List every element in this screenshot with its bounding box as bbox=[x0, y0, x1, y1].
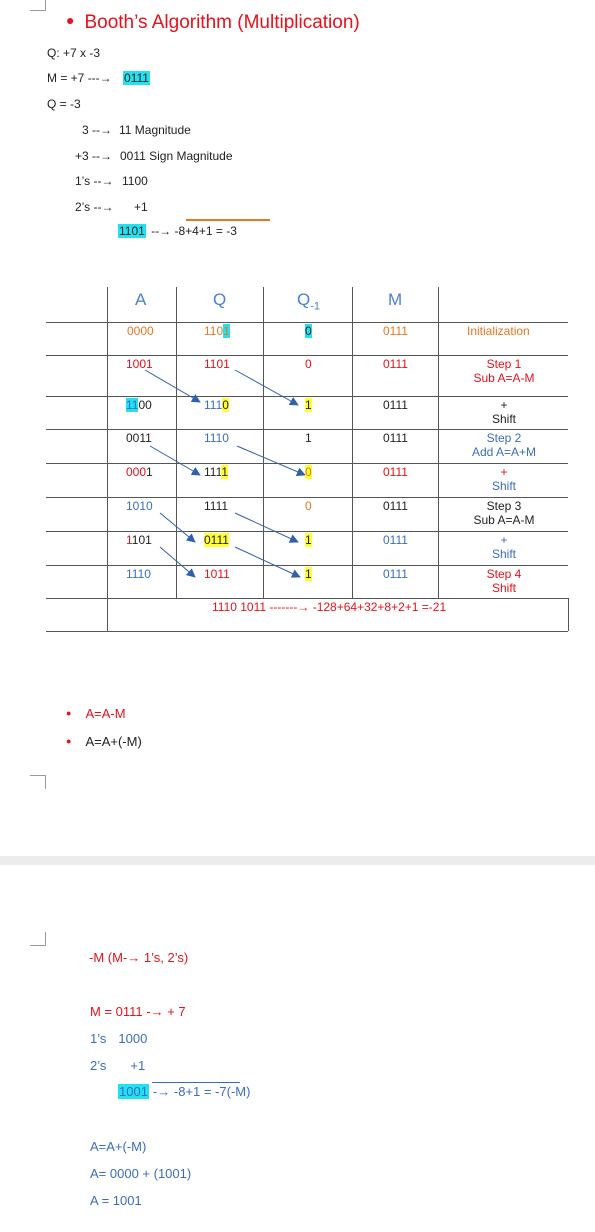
cell-a: 0011 bbox=[126, 431, 152, 445]
calc-line: A = 1001 bbox=[90, 1193, 142, 1208]
cell-q1: 0 bbox=[305, 465, 312, 479]
result-value: 1101 bbox=[119, 224, 145, 238]
col-header-q1: $Q_{-1}$ bbox=[297, 290, 321, 313]
shift-arrow bbox=[145, 370, 200, 402]
cell-q: 1110 bbox=[204, 431, 229, 445]
cell-m: 0111 bbox=[383, 324, 408, 338]
cell-note: Step 4 Shift bbox=[486, 567, 522, 595]
step-right: 0011 Sign Magnitude bbox=[120, 149, 233, 163]
bullet-icon: ● bbox=[66, 708, 72, 718]
page2-ones: 1’s 1000 bbox=[90, 1031, 148, 1046]
shift-arrow bbox=[235, 547, 300, 577]
cell-a: 1110 bbox=[126, 567, 151, 581]
cell-q1: 1 bbox=[305, 567, 312, 581]
cell-a: 0001 bbox=[126, 465, 153, 479]
step-left: 3 --→ bbox=[82, 123, 112, 137]
cell-m: 0111 bbox=[383, 357, 408, 371]
cell-note: + Shift bbox=[491, 533, 516, 561]
cell-a: 1001 bbox=[126, 357, 153, 371]
bullet-item: ● A=A-M bbox=[66, 706, 126, 721]
cell-q: 1111 bbox=[204, 499, 229, 513]
cell-m: 0111 bbox=[383, 398, 408, 412]
calc-line: A=A+(-M) bbox=[90, 1139, 147, 1154]
col-header-m: M bbox=[388, 290, 403, 309]
shift-arrow bbox=[160, 547, 195, 577]
col-header-q: Q bbox=[213, 290, 227, 309]
page2-line1: M = 0111 -→ + 7 bbox=[90, 1004, 186, 1019]
bullet-icon: ● bbox=[66, 736, 72, 746]
page2-heading: -M (M-→ 1’s, 2’s) bbox=[89, 950, 189, 965]
page-corner-mark bbox=[30, 932, 46, 946]
cell-a: 1010 bbox=[126, 499, 153, 513]
page2-twos: 2’s +1 bbox=[90, 1058, 146, 1073]
cell-q: 0111 bbox=[204, 533, 229, 547]
step-right: 11 Magnitude bbox=[119, 123, 191, 137]
page2-result: 1001 -→ -8+1 = -7(-M) bbox=[119, 1084, 251, 1099]
shift-arrow bbox=[235, 370, 298, 405]
cell-a: 1100 bbox=[126, 398, 152, 412]
calc-line: A= 0000 + (1001) bbox=[90, 1166, 192, 1181]
cell-q1: 0 bbox=[305, 357, 312, 371]
page2-underline bbox=[152, 1082, 240, 1083]
cell-q1: 0 bbox=[305, 499, 312, 513]
cell-note: Initialization bbox=[467, 324, 530, 338]
cell-q1: 1 bbox=[305, 533, 312, 547]
cell-note: Step 2 Add A=A+M bbox=[471, 431, 537, 459]
page-title: ● Booth’s Algorithm (Multiplication) bbox=[66, 12, 360, 33]
cell-q1: 1 bbox=[305, 398, 312, 412]
result-line: 1101 --→ -8+4+1 = -3 bbox=[119, 224, 237, 238]
cell-q: 1011 bbox=[204, 567, 230, 581]
step-left: +3 --→ bbox=[75, 149, 113, 163]
cell-m: 0111 bbox=[383, 465, 408, 479]
cell-m: 0111 bbox=[383, 499, 408, 513]
col-header-a: A bbox=[135, 290, 147, 309]
bullet-item: ● A=A+(-M) bbox=[66, 734, 142, 749]
cell-q1: 1 bbox=[305, 431, 312, 445]
q-eq: Q = -3 bbox=[47, 97, 81, 111]
cell-m: 0111 bbox=[383, 567, 408, 581]
cell-a: 1101 bbox=[126, 533, 152, 547]
shift-arrow bbox=[237, 446, 305, 475]
m-value: 0111 bbox=[124, 71, 149, 85]
cell-m: 0111 bbox=[383, 431, 408, 445]
cell-q: 1101 bbox=[204, 357, 230, 371]
step-left: 2’s --→ bbox=[75, 200, 114, 214]
q-line: Q: +7 x -3 bbox=[47, 46, 101, 60]
cell-note: Step 3 Sub A=A-M bbox=[473, 499, 535, 527]
cell-note: Step 1 Sub A=A-M bbox=[473, 357, 535, 385]
step-right: 1100 bbox=[122, 174, 148, 188]
cell-q: 1101 bbox=[204, 324, 230, 338]
cell-m: 0111 bbox=[383, 533, 408, 547]
step-right: +1 bbox=[134, 200, 148, 214]
cell-q: 1110 bbox=[204, 398, 229, 412]
cell-q: 1111 bbox=[204, 465, 229, 479]
bullet-icon: ● bbox=[66, 12, 75, 28]
cell-q1: 0 bbox=[305, 324, 312, 338]
final-result-line: 1110 1011 -------→ -128+64+32+8+2+1 =-21 bbox=[212, 600, 447, 614]
shift-arrow bbox=[235, 513, 298, 542]
shift-arrow bbox=[160, 513, 195, 542]
step-left: 1’s --→ bbox=[75, 174, 114, 188]
cell-note: + Shift bbox=[491, 398, 516, 426]
shift-arrow bbox=[150, 446, 200, 475]
m-line: M = +7 ---→ 0111 bbox=[47, 71, 149, 85]
cell-note: + Shift bbox=[491, 465, 516, 493]
cell-a: 0000 bbox=[127, 324, 154, 338]
